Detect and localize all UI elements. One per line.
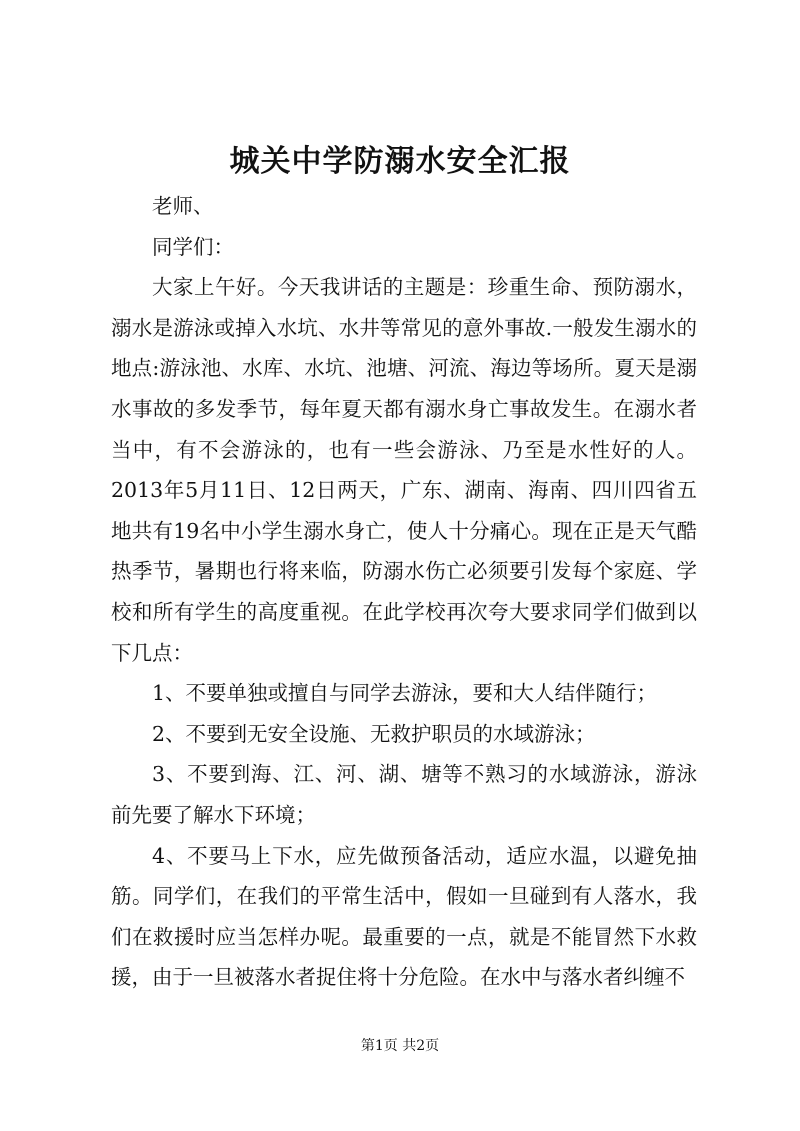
list-item: 4、不要马上下水，应先做预备活动，适应水温，以避免抽筋。同学们，在我们的平常生活中，假如一旦碰到有人落水，我们在救援时应当怎样办呢。最重要的一点，就是不能冒然下水救援，由于一旦被落水者捉住将十分危险。在水中与落水者纠缠不	[111, 843, 697, 990]
document-title: 城关中学防溺水安全汇报	[229, 144, 571, 179]
body-paragraph: 大家上午好。今天我讲话的主题是：珍重生命、预防溺水，溺水是游泳或掉入水坑、水井等常见的意外事故.一般发生溺水的地点:游泳池、水库、水坑、池塘、河流、海边等场所。夏天是溺水事故的多发季节，每年夏天都有溺水身亡事故发生。在溺水者当中，有不会游泳的，也有一些会游泳、乃至是水性好的人。2013年5月11日、12日两天，广东、湖南、海南、四川四省五地共有19名中小学生溺水身亡，使人十分痛心。现在正是天气酷热季节，暑期也行将来临，防溺水伤亡必须要引发每个家庭、学校和所有学生的高度重视。在此学校再次夸大要求同学们做到以下几点：	[111, 275, 697, 665]
list-item: 1、不要单独或擅自与同学去游泳，要和大人结伴随行；	[152, 681, 658, 706]
list-item: 3、不要到海、江、河、湖、塘等不熟习的水域游泳，游泳前先要了解水下环境；	[111, 762, 697, 827]
list-item: 2、不要到无安全设施、无救护职员的水域游泳；	[152, 721, 596, 746]
greeting-line: 同学们：	[152, 234, 234, 259]
page-footer: 第1页 共2页	[360, 1038, 440, 1054]
document-body	[111, 186, 697, 998]
greeting-line: 老师、	[152, 194, 214, 218]
